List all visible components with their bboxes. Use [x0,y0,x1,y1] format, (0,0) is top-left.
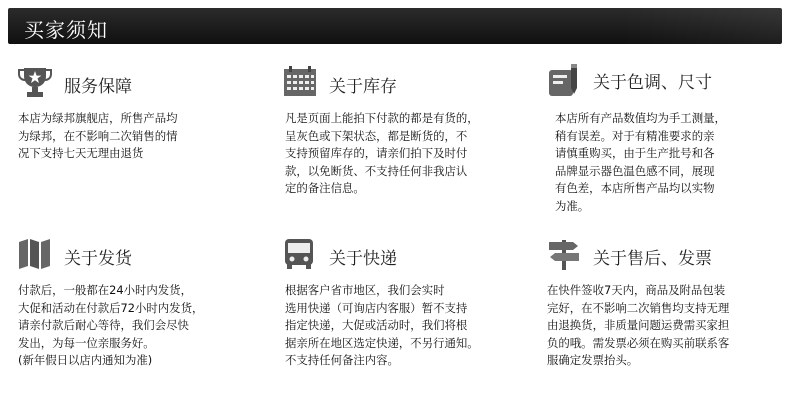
card-header [547,62,790,94]
card-body: 根据客户省市地区，我们会实时 选用快递（可询店内客服）暂不支持 指定快递，大促或活动时，我们将根 据亲所在地区选定快递，不另行通知。 不支持任何备注内容。 [285,283,479,368]
card-body: 在快件签收7天内，商品及附品包装 完好，在不影响二次销售均支持无理 由退换货，非质量问题运费需买家担 负的哦。需发票必须在购买前联系客 服确定发票抬头。 [547,283,730,368]
calendar-grid-icon [283,66,317,98]
palette-pencil-icon [547,62,581,94]
card-title: 关于库存 [329,77,397,97]
bus-icon [283,238,317,270]
card-header [283,66,528,98]
card-body: 付款后，一般都在24小时内发货， 大促和活动在付款后72小时内发货， 请亲付款后耐心等待，我们会尽快 发出，为每一位亲服务好。 (新年假日以店内通知为准) [18,283,204,368]
card-body: 本店为绿邦旗舰店，所售产品均 为绿邦，在不影响二次销售的情 况下支持七天无理由退货 [18,111,178,161]
card-title: 服务保障 [64,77,132,97]
page-title: 买家须知 [24,18,108,42]
card-body: 凡是页面上能拍下付款的都是有货的， 呈灰色或下架状态，都是断货的，不 支持预留库存的，请亲们拍下及时付 款，以免断货、不支持任何非我店认 定的备注信息。 [285,111,479,196]
signpost-icon [547,238,581,270]
card-header [18,238,263,270]
card-header [547,238,790,270]
card-title: 关于色调、尺寸 [593,73,712,93]
card-title: 关于快递 [329,249,397,269]
trophy-icon [18,66,52,98]
map-icon [18,238,52,270]
header-bar [8,8,782,44]
card-body: 本店所有产品数值均为手工测量， 稍有误差。对于有精准要求的亲 请慎重购买，由于生产批号和各 品牌显示器色温色感不同，展现 有色差，本店所售产品均以实物 为准。 [555,111,726,213]
card-header [18,66,263,98]
card-header [283,238,528,270]
card-title: 关于发货 [64,249,132,269]
card-title: 关于售后、发票 [593,249,712,269]
header-fade [622,8,782,44]
